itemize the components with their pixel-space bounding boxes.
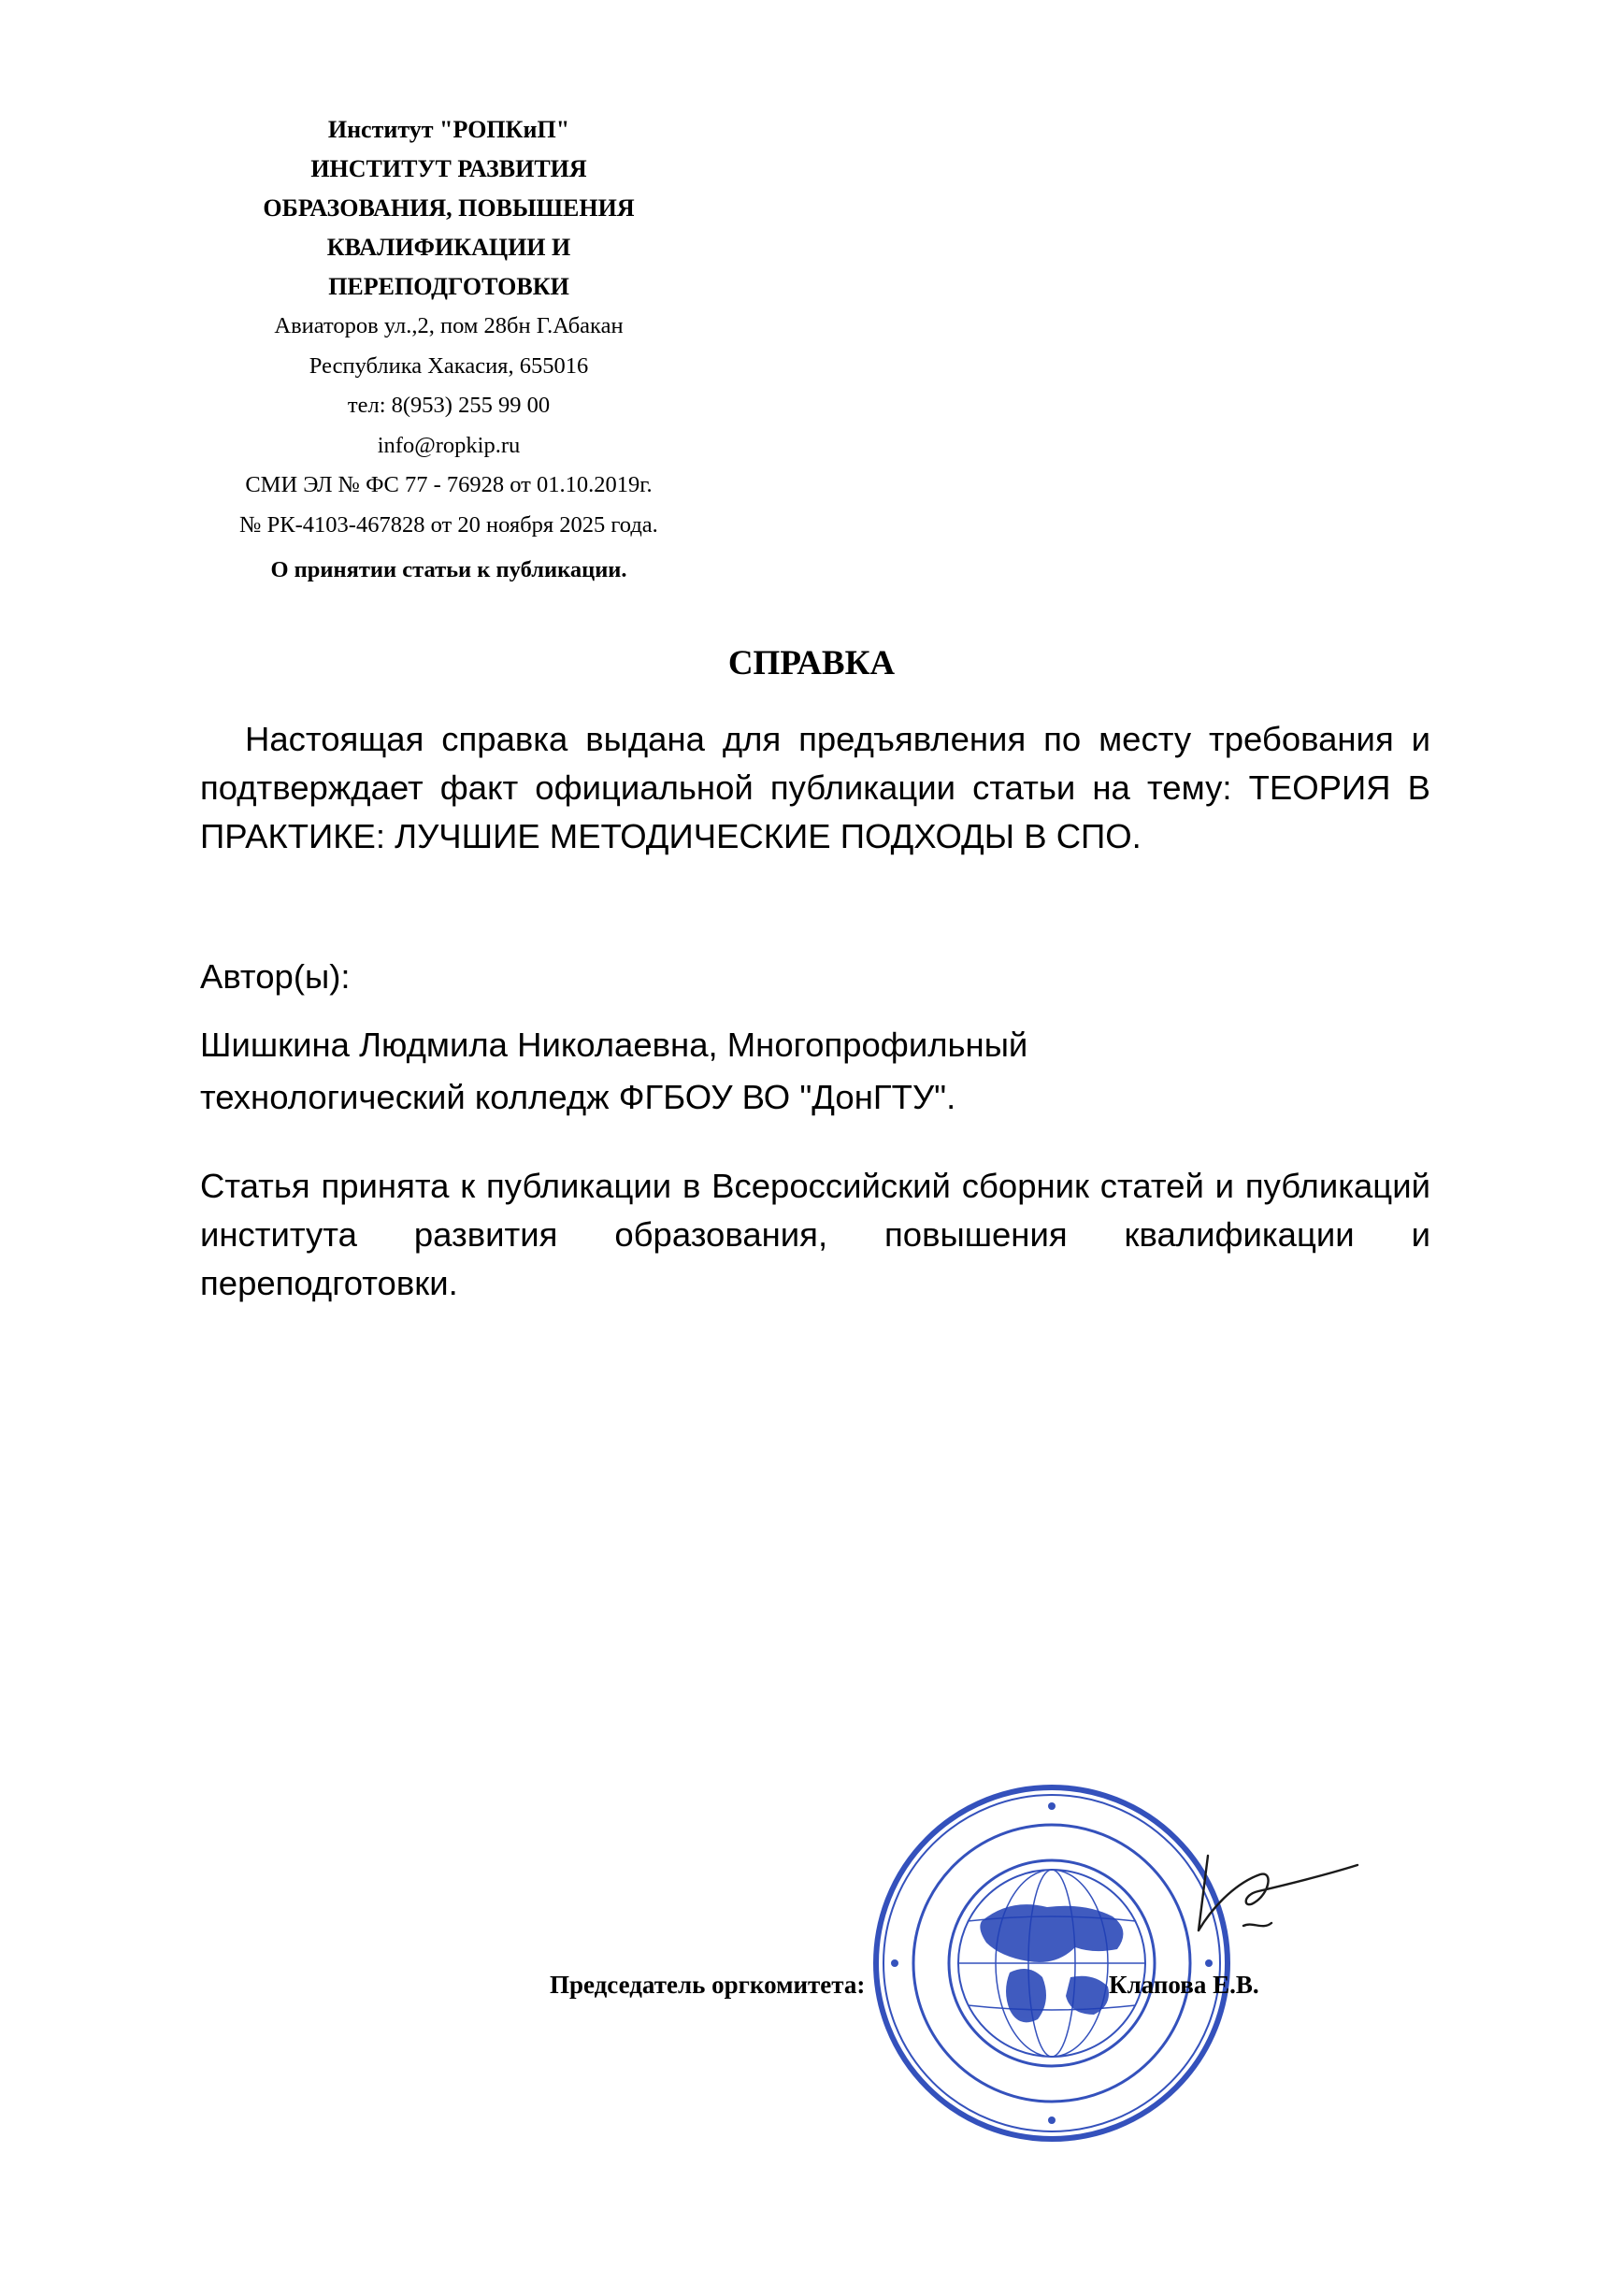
- document-number: № РК-4103-467828 от 20 ноября 2025 года.: [239, 511, 658, 538]
- phone: тел: 8(953) 255 99 00: [347, 393, 551, 418]
- org-name-line: ПЕРЕПОДГОТОВКИ: [328, 273, 569, 300]
- authors: Шишкина Людмила Николаевна, Многопрофильный технологический колледж ФГБОУ ВО "ДонГТУ".: [200, 1026, 1028, 1116]
- org-name-line: ИНСТИТУТ РАЗВИТИЯ: [310, 155, 587, 182]
- handwritten-signature-icon: [1187, 1837, 1365, 1949]
- signer-role: Председатель оргкомитета:: [550, 1971, 866, 1999]
- media-registration: СМИ ЭЛ № ФС 77 - 76928 от 01.10.2019г.: [245, 472, 653, 497]
- email: info@ropkip.ru: [377, 432, 521, 458]
- document-title: СПРАВКА: [727, 644, 896, 682]
- address-line: Авиаторов ул.,2, пом 28бн Г.Абакан: [274, 313, 624, 338]
- address-line: Республика Хакасия, 655016: [309, 352, 589, 379]
- document-subject: О принятии статьи к публикации.: [270, 557, 627, 582]
- official-seal-icon: [869, 1781, 1234, 2145]
- acceptance-paragraph: Статья принята к публикации в Всероссийский сборник статей и публикаций института развития образования, повышения квалификации и переподготовки.: [200, 1167, 1430, 1302]
- authors-label: Автор(ы):: [200, 957, 351, 996]
- org-name-line: Институт "РОПКиП": [327, 116, 570, 143]
- org-name-line: КВАЛИФИКАЦИИ И: [326, 234, 571, 261]
- certificate-paragraph: Настоящая справка выдана для предъявления по месту требования и подтверждает факт официальной публикации статьи на тему: ТЕОРИЯ В ПРАКТИКЕ: ЛУЧШИЕ МЕТОДИЧЕСКИЕ ПОДХОДЫ В СПО.: [200, 720, 1430, 855]
- org-name-line: ОБРАЗОВАНИЯ, ПОВЫШЕНИЯ: [263, 194, 635, 222]
- letterhead: [187, 110, 711, 590]
- signer-name: Клапова Е.В.: [1109, 1971, 1259, 1999]
